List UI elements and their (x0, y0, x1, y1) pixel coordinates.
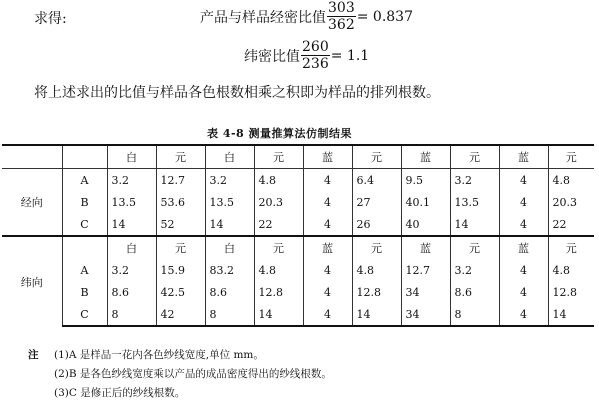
table-row (2, 213, 594, 236)
table-row (2, 259, 594, 281)
table-cell: 83.2 (205, 259, 254, 281)
header-cell: 元 (156, 145, 205, 169)
table-cell: 13.5 (205, 191, 254, 213)
table-cell: 4 (303, 259, 352, 281)
row-id: A (62, 259, 107, 281)
header-cell: 蓝 (401, 145, 450, 169)
header-cell: 元 (352, 236, 401, 259)
note-item: (2)B 是各色纱线宽度乘以产品的成品密度得出的纱线根数。 (54, 368, 332, 380)
table-cell: 20.3 (552, 195, 577, 209)
table-cell: 8.6 (450, 281, 499, 303)
table-row (2, 281, 594, 303)
table-cell: 8 (205, 303, 254, 326)
table-cell: 12.8 (254, 281, 303, 303)
table-cell: 42 (156, 303, 205, 326)
row-id: C (62, 213, 107, 236)
explanation-paragraph: 将上述求出的比值与样品各色根数相乘之积即为样品的排列根数。 (34, 85, 440, 101)
header-cell: 蓝 (499, 145, 548, 169)
table-cell: 34 (401, 281, 450, 303)
header-cell: 元 (450, 145, 499, 169)
table-cell: 4 (499, 259, 548, 281)
table-cell: 13.5 (450, 191, 499, 213)
table-cell: 4.8 (254, 169, 303, 192)
table-cell: 14 (548, 303, 594, 326)
header-cell: 元 (548, 145, 594, 169)
header-cell: 白 (107, 236, 156, 259)
table-cell: 26 (352, 213, 401, 236)
header-blank (62, 236, 107, 259)
table-cell: 4 (303, 213, 352, 236)
header-cell: 白 (205, 236, 254, 259)
note-item: (1)A 是样品一花内各色纱线宽度,单位 mm。 (54, 349, 264, 361)
table-cell: 12.7 (156, 169, 205, 192)
row-id: B (62, 281, 107, 303)
table-cell: 4.8 (552, 263, 570, 277)
header-blank (2, 145, 62, 169)
table-cell: 20.3 (254, 191, 303, 213)
table-cell: 4.8 (352, 259, 401, 281)
group-label-warp: 经向 (2, 169, 62, 237)
table-cell: 22 (552, 217, 567, 231)
table-cell: 14 (107, 213, 156, 236)
table-cell: 52 (156, 213, 205, 236)
header-cell: 元 (548, 236, 594, 259)
table-cell: 53.6 (156, 191, 205, 213)
table-row (2, 169, 594, 192)
table-cell: 14 (352, 303, 401, 326)
table-cell: 14 (254, 303, 303, 326)
row-id: C (62, 303, 107, 326)
density-ratio-warp (200, 1, 413, 32)
table-cell: 34 (401, 303, 450, 326)
notes-list (54, 346, 332, 403)
table-row (2, 191, 594, 213)
table-cell: 3.2 (450, 169, 499, 192)
header-cell: 元 (156, 236, 205, 259)
header-cell: 蓝 (303, 145, 352, 169)
table-cell: 40 (401, 213, 450, 236)
header-blank (62, 145, 107, 169)
weft-fraction (301, 40, 330, 71)
weft-ratio-prefix: 纬密比值 (244, 48, 300, 65)
table-cell: 12.8 (352, 281, 401, 303)
table-cell: 12.7 (401, 259, 450, 281)
table-cell: 15.9 (156, 259, 205, 281)
table-cell: 3.2 (107, 259, 156, 281)
row-id: A (62, 169, 107, 192)
weft-fraction-numerator: 260 (302, 39, 329, 55)
table-cell: 40.1 (401, 191, 450, 213)
warp-fraction (327, 1, 356, 32)
table-row (2, 236, 594, 259)
table-cell: 4 (303, 303, 352, 326)
table-cell: 4 (499, 191, 548, 213)
warp-ratio-prefix: 产品与样品经密比值 (200, 9, 326, 26)
notes-label: 注 (28, 349, 39, 361)
header-cell: 元 (254, 236, 303, 259)
note-item: (3)C 是修正后的纱线根数。 (54, 387, 186, 399)
table-cell: 22 (254, 213, 303, 236)
table-cell: 4 (499, 213, 548, 236)
formula-label: 求得: (34, 11, 67, 27)
result-table (2, 144, 594, 327)
table-cell: 6.4 (352, 169, 401, 192)
table-cell: 27 (352, 191, 401, 213)
warp-fraction-denominator: 362 (328, 17, 355, 33)
table-cell: 8 (450, 303, 499, 326)
table-cell: 42.5 (156, 281, 205, 303)
group-label-weft: 纬向 (2, 236, 62, 326)
table-cell: 4 (303, 191, 352, 213)
table-cell: 4.8 (552, 173, 570, 187)
table-cell: 14 (205, 213, 254, 236)
row-id: B (62, 191, 107, 213)
density-ratio-weft (244, 40, 369, 71)
table-header-row (2, 145, 594, 169)
header-cell: 蓝 (401, 236, 450, 259)
header-cell: 白 (205, 145, 254, 169)
table-caption: 表 4-8 测量推算法仿制结果 (207, 127, 353, 140)
header-cell: 蓝 (303, 236, 352, 259)
table-cell: 12.8 (552, 285, 577, 299)
table-cell: 4 (499, 169, 548, 192)
header-cell: 元 (254, 145, 303, 169)
header-cell: 蓝 (499, 236, 548, 259)
header-cell: 白 (107, 145, 156, 169)
table-cell: 13.5 (107, 191, 156, 213)
header-cell: 元 (352, 145, 401, 169)
table-cell: 4 (499, 281, 548, 303)
table-cell: 3.2 (450, 259, 499, 281)
weft-fraction-denominator: 236 (302, 56, 329, 72)
table-cell: 4 (303, 281, 352, 303)
table-cell: 4 (303, 169, 352, 192)
table-cell: 8 (107, 303, 156, 326)
table-cell: 4.8 (254, 259, 303, 281)
table-cell: 8.6 (107, 281, 156, 303)
table-cell: 3.2 (205, 169, 254, 192)
warp-ratio-result: = 0.837 (356, 8, 413, 25)
table-cell: 3.2 (107, 169, 156, 192)
weft-ratio-result: = 1.1 (330, 47, 370, 64)
warp-fraction-numerator: 303 (328, 0, 355, 16)
table-cell: 4 (499, 303, 548, 326)
table-cell: 9.5 (401, 169, 450, 192)
header-cell: 元 (450, 236, 499, 259)
table-cell: 14 (450, 213, 499, 236)
table-cell: 8.6 (205, 281, 254, 303)
table-row (2, 303, 594, 326)
